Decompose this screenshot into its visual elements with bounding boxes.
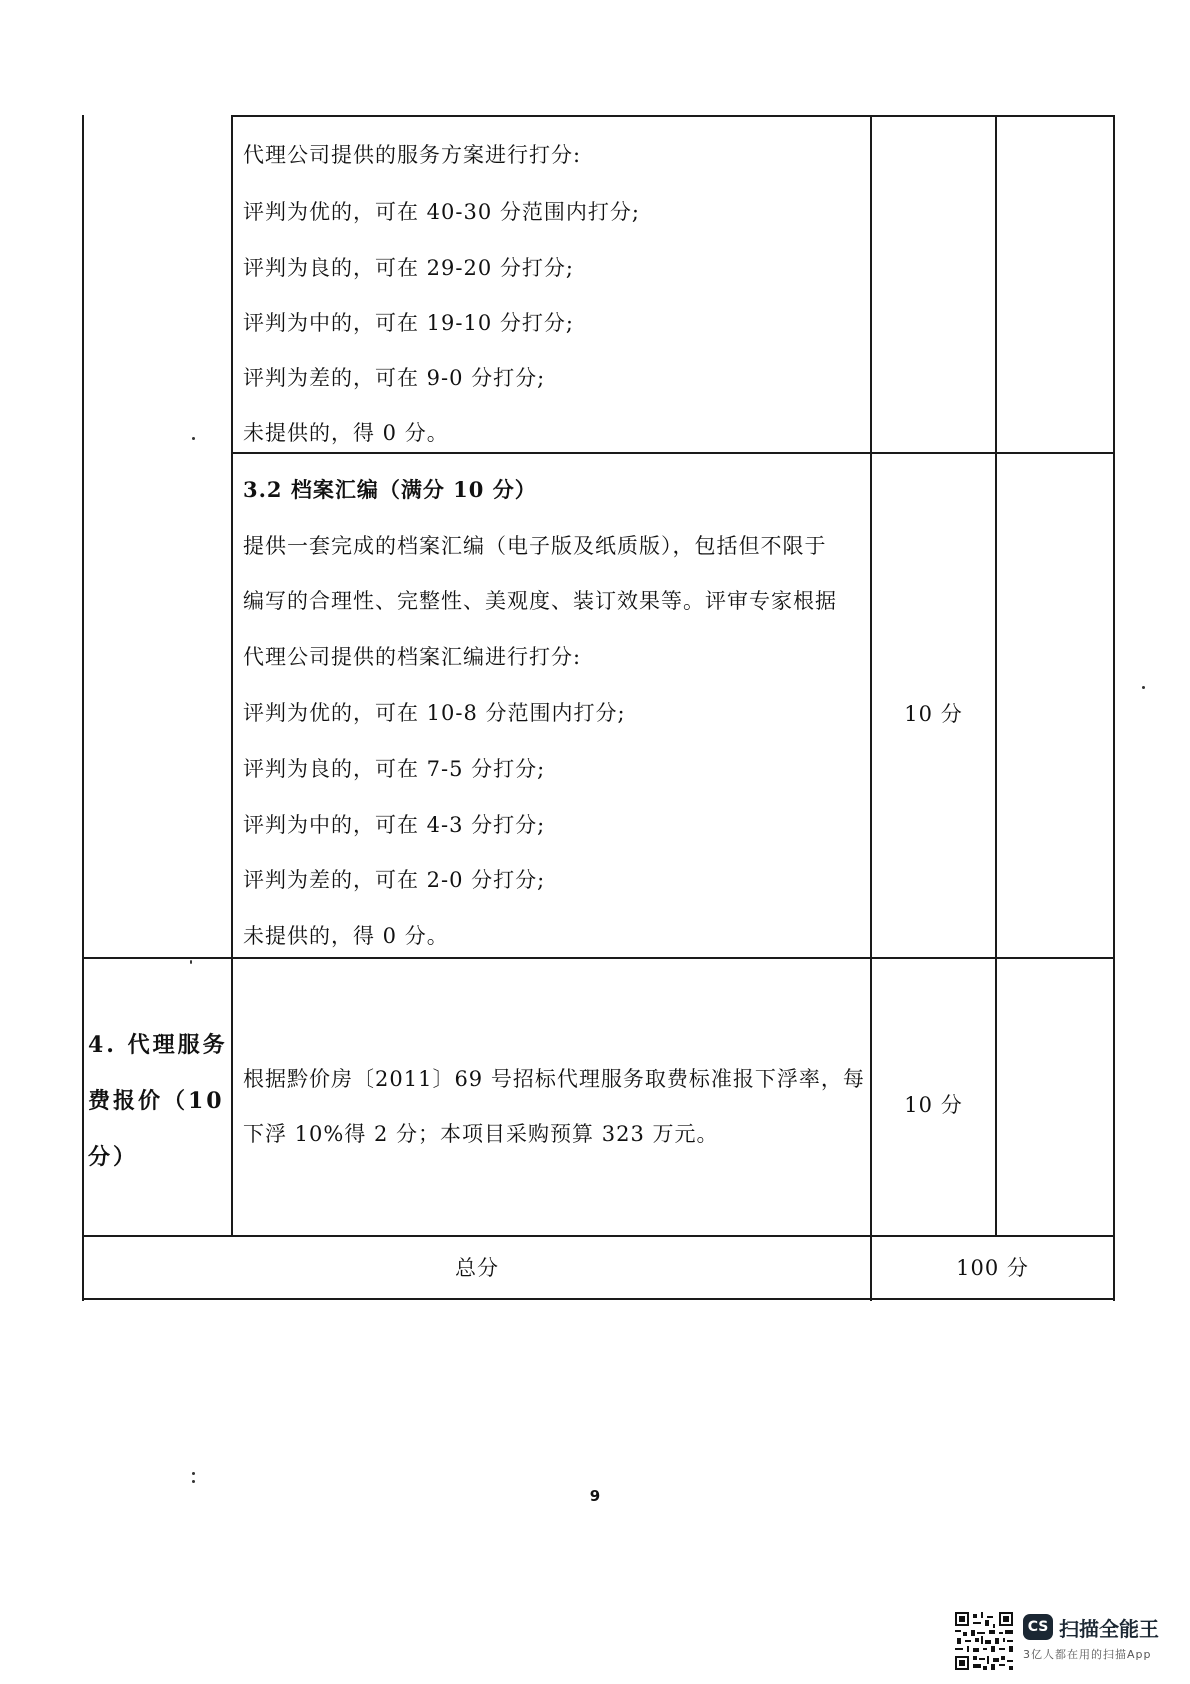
section-4-text-line: 根据黔价房〔2011〕69 号招标代理服务取费标准报下浮率，每: [243, 1067, 865, 1091]
table-divider-col1: [231, 115, 233, 1237]
qr-code-icon: [955, 1612, 1013, 1670]
table-border-left: [82, 115, 84, 1301]
text-line: 评判为中的，可在 19-10 分打分;: [243, 311, 574, 335]
text-line: 编写的合理性、完整性、美观度、装订效果等。评审专家根据: [243, 589, 837, 613]
scan-speck: [1142, 686, 1145, 689]
table-border-right: [1113, 115, 1115, 1301]
scanner-watermark: [955, 1612, 1165, 1676]
text-line: 评判为良的，可在 29-20 分打分;: [243, 256, 574, 280]
section-3-2-score: 10 分: [904, 702, 963, 726]
row-divider-4: [82, 957, 1115, 959]
scan-speck: [192, 1472, 195, 1475]
watermark-tagline: 3亿人都在用的扫描App: [1023, 1648, 1152, 1661]
text-line: 提供一套完成的档案汇编（电子版及纸质版），包括但不限于: [243, 534, 827, 558]
table-bottom-border: [82, 1298, 1115, 1300]
row-divider-3-2: [231, 452, 1115, 454]
text-line: 评判为中的，可在 4-3 分打分;: [243, 813, 546, 837]
camscanner-logo: CS: [1023, 1614, 1053, 1640]
text-line: 未提供的，得 0 分。: [243, 924, 449, 948]
total-label: 总分: [455, 1256, 499, 1280]
text-line: 代理公司提供的档案汇编进行打分:: [243, 645, 582, 669]
total-score: 100 分: [956, 1256, 1029, 1280]
table-top-border: [231, 115, 1115, 117]
text-line: 未提供的，得 0 分。: [243, 421, 449, 445]
text-line: 评判为良的，可在 7-5 分打分;: [243, 757, 546, 781]
text-line: 评判为优的，可在 40-30 分范围内打分;: [243, 200, 640, 224]
scan-speck: [190, 960, 192, 964]
text-line: 评判为优的，可在 10-8 分范围内打分;: [243, 701, 626, 725]
section-4-text-line: 下浮 10%得 2 分；本项目采购预算 323 万元。: [243, 1122, 719, 1146]
text-line: 评判为差的，可在 2-0 分打分;: [243, 868, 546, 892]
label-line: 费报价（10: [88, 1088, 225, 1114]
text-line: 代理公司提供的服务方案进行打分:: [243, 143, 582, 167]
section-4-score: 10 分: [904, 1093, 963, 1117]
watermark-app-name: 扫描全能王: [1059, 1617, 1159, 1641]
page-number: 9: [589, 1487, 601, 1505]
scan-speck: [192, 1480, 195, 1483]
section-4-label: [88, 1017, 228, 1185]
scan-speck: [192, 437, 195, 440]
row-divider-total: [82, 1235, 1115, 1237]
section-heading: 3.2 档案汇编（满分 10 分）: [243, 477, 537, 502]
table-divider-col3: [995, 115, 997, 1237]
text-line: 评判为差的，可在 9-0 分打分;: [243, 366, 546, 390]
label-line: 分）: [88, 1144, 139, 1170]
label-line: 4. 代理服务: [88, 1032, 228, 1058]
